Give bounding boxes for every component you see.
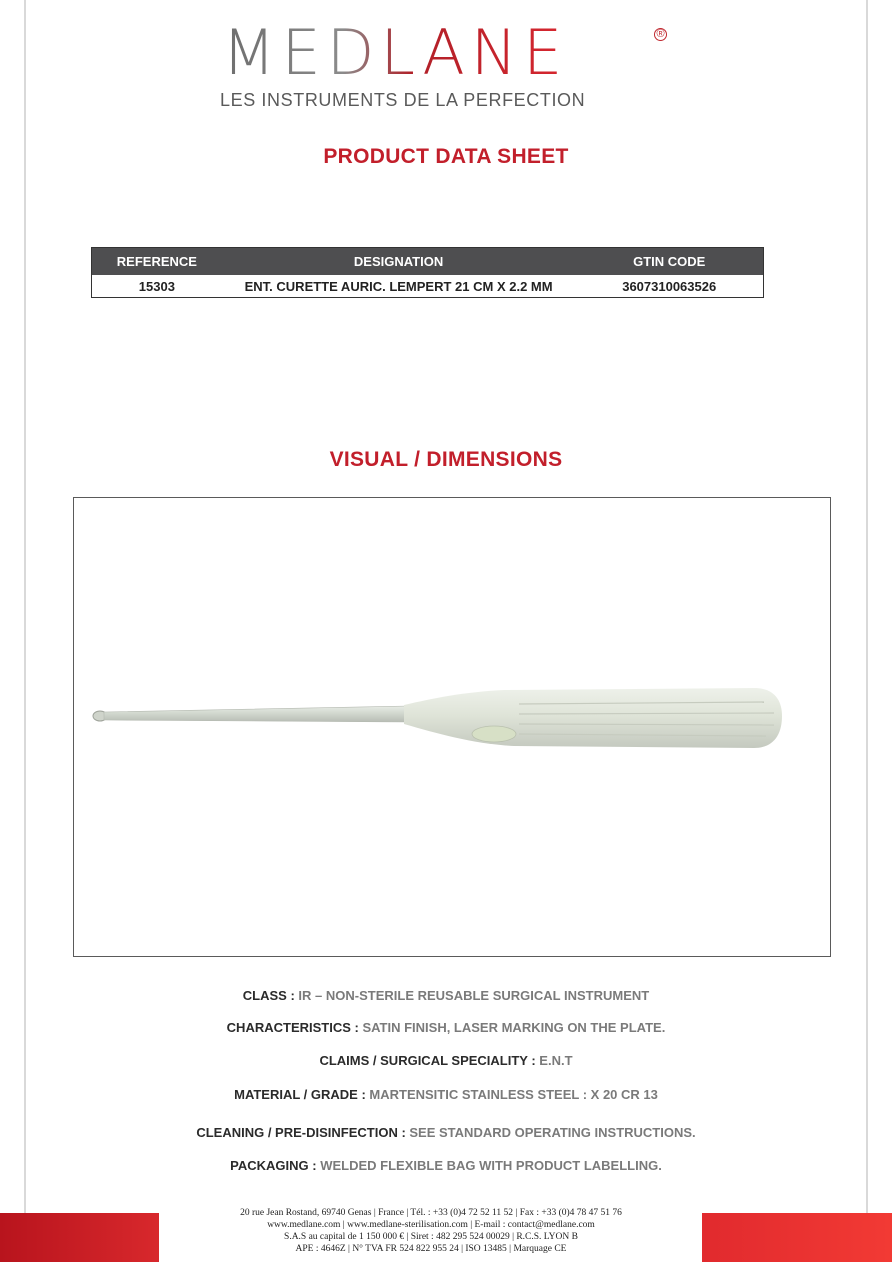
header-reference: REFERENCE	[92, 248, 222, 276]
spec-packaging	[0, 1158, 892, 1173]
left-border-line	[24, 0, 26, 1218]
footer-registration: APE : 4646Z | N° TVA FR 524 822 955 24 | ISO 13485 | Marquage CE	[295, 1244, 567, 1254]
visual-dimensions-title: VISUAL / DIMENSIONS	[329, 448, 563, 471]
spec-characteristics	[0, 1020, 892, 1035]
spec-class-label: CLASS :	[242, 988, 299, 1003]
footer-company-info: S.A.S au capital de 1 150 000 € | Siret : 482 295 524 00029 | R.C.S. LYON B	[284, 1232, 578, 1242]
header-designation: DESIGNATION	[222, 248, 576, 276]
footer-websites: www.medlane.com | www.medlane-sterilisation.com | E-mail : contact@medlane.com	[267, 1220, 595, 1230]
logo-tagline: LES INSTRUMENTS DE LA PERFECTION	[220, 90, 586, 110]
spec-cleaning	[0, 1125, 892, 1140]
spec-material	[0, 1087, 892, 1102]
spec-material-label: MATERIAL / GRADE :	[234, 1087, 370, 1102]
spec-cleaning-label: CLEANING / PRE-DISINFECTION :	[196, 1125, 410, 1140]
cell-gtin-code: 3607310063526	[622, 278, 717, 294]
header-gtin-code: GTIN CODE	[575, 248, 763, 276]
brand-logo	[218, 16, 678, 117]
table-header-row	[92, 248, 764, 276]
table-row	[92, 275, 764, 298]
spec-packaging-value: WELDED FLEXIBLE BAG WITH PRODUCT LABELLING.	[320, 1158, 662, 1173]
spec-class-value: IR – NON-STERILE REUSABLE SURGICAL INSTRUMENT	[298, 988, 650, 1003]
curette-instrument-image	[74, 498, 830, 956]
registered-mark: ®	[654, 28, 667, 41]
product-visual-frame	[73, 497, 831, 957]
spec-packaging-label: PACKAGING :	[230, 1158, 321, 1173]
footer-red-bar-right	[702, 1213, 892, 1262]
spec-cleaning-value: SEE STANDARD OPERATING INSTRUCTIONS.	[409, 1125, 696, 1140]
spec-claims-value: E.N.T	[539, 1053, 573, 1068]
product-reference-table	[91, 247, 764, 298]
spec-characteristics-label: CHARACTERISTICS :	[226, 1020, 363, 1035]
footer-address: 20 rue Jean Rostand, 69740 Genas | France | Tél. : +33 (0)4 72 52 11 52 | Fax : +33 (0)4 78 47 51 76	[240, 1208, 622, 1218]
company-footer	[170, 1207, 692, 1255]
product-data-sheet-title: PRODUCT DATA SHEET	[323, 145, 569, 168]
cell-reference: 15303	[138, 278, 175, 294]
spec-claims	[0, 1053, 892, 1068]
spec-material-value: MARTENSITIC STAINLESS STEEL : X 20 CR 13	[369, 1087, 658, 1102]
spec-characteristics-value: SATIN FINISH, LASER MARKING ON THE PLATE.	[362, 1020, 666, 1035]
logo-wordmark: MEDLANE	[222, 16, 569, 89]
cell-designation: ENT. CURETTE AURIC. LEMPERT 21 CM X 2.2 MM	[244, 278, 553, 294]
spec-class	[0, 988, 892, 1003]
footer-red-bar-left	[0, 1213, 159, 1262]
right-border-line	[866, 0, 868, 1218]
spec-claims-label: CLAIMS / SURGICAL SPECIALITY :	[319, 1053, 540, 1068]
